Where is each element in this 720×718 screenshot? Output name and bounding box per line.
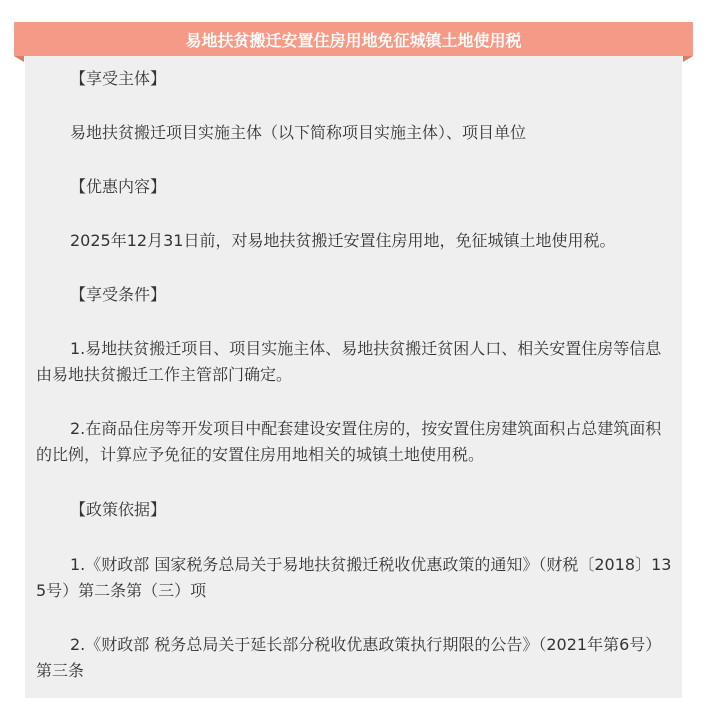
content-text: 2025年12月31日前，对易地扶贫搬迁安置住房用地，免征城镇土地使用税。 bbox=[70, 231, 616, 250]
basis-1: 1.《财政部 国家税务总局关于易地扶贫搬迁税收优惠政策的通知》（财税〔2018〕135号）第二条第（三）项 bbox=[36, 555, 672, 600]
condition-1: 1.易地扶贫搬迁项目、项目实施主体、易地扶贫搬迁贫困人口、相关安置住房等信息由易地扶贫搬迁工作主管部门确定。 bbox=[36, 339, 662, 384]
conditions-heading: 【享受条件】 bbox=[70, 285, 167, 304]
basis-heading: 【政策依据】 bbox=[70, 500, 167, 519]
condition-2: 2.在商品住房等开发项目中配套建设安置住房的，按安置住房建筑面积占总建筑面积的比例，计算应予免征的安置住房用地相关的城镇土地使用税。 bbox=[36, 419, 662, 464]
basis-2: 2.《财政部 税务总局关于延长部分税收优惠政策执行期限的公告》（2021年第6号）第三条 bbox=[36, 635, 662, 680]
policy-card bbox=[25, 56, 682, 698]
subject-text: 易地扶贫搬迁项目实施主体（以下简称项目实施主体）、项目单位 bbox=[70, 123, 527, 142]
banner-title: 易地扶贫搬迁安置住房用地免征城镇土地使用税 bbox=[14, 22, 693, 56]
banner-fold-right bbox=[683, 56, 693, 62]
banner-fold-left bbox=[14, 56, 24, 62]
subject-heading: 【享受主体】 bbox=[70, 69, 167, 88]
content-heading: 【优惠内容】 bbox=[70, 177, 167, 196]
